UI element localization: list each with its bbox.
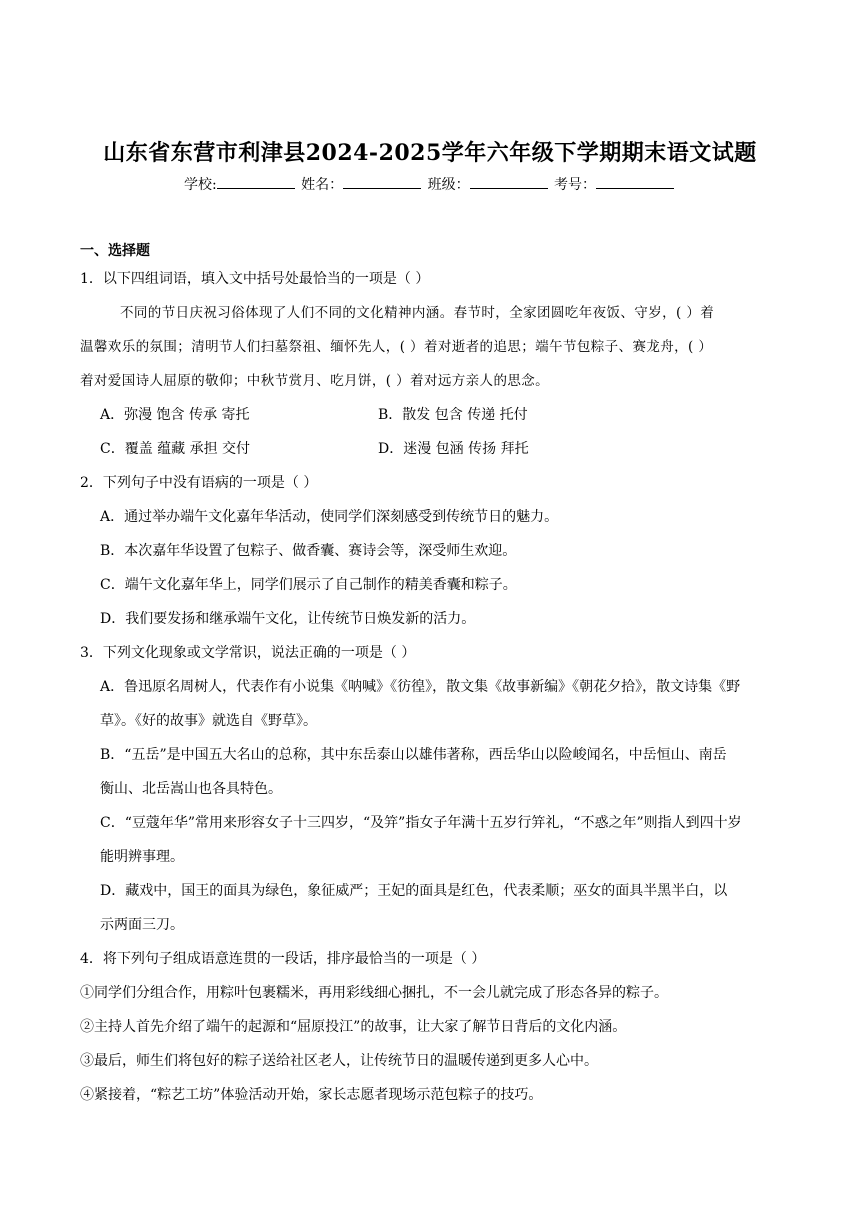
question-3-stem: 3．下列文化现象或文学常识，说法正确的一项是（ ） — [80, 645, 416, 661]
school-blank[interactable] — [217, 174, 295, 189]
section-heading: 一、选择题 — [80, 243, 150, 259]
name-blank[interactable] — [343, 174, 421, 189]
question-1-stem: 1．以下四组词语，填入文中括号处最恰当的一项是（ ） — [80, 271, 430, 287]
question-3-option-c: C．“豆蔻年华”常用来形容女子十三四岁，“及笄”指女子年满十五岁行笄礼，“不惑之年”则指人到四十岁 — [100, 815, 742, 831]
question-3-option-a: A．鲁迅原名周树人，代表作有小说集《呐喊》《彷徨》，散文集《故事新编》《朝花夕拾》，散文诗集《野 — [100, 679, 741, 695]
question-4-sentence-1: ①同学们分组合作，用粽叶包裹糯米，再用彩线细心捆扎，不一会儿就完成了形态各异的粽子。 — [80, 985, 668, 1001]
question-2-option-c: C．端午文化嘉年华上，同学们展示了自己制作的精美香囊和粽子。 — [100, 577, 517, 593]
question-3-option-c-cont: 能明辨事理。 — [100, 849, 184, 865]
name-label: 姓名： — [301, 177, 344, 193]
student-info-line — [0, 174, 860, 194]
question-2-option-b: B．本次嘉年华设置了包粽子、做香囊、赛诗会等，深受师生欢迎。 — [100, 543, 517, 559]
option-row — [80, 402, 780, 436]
question-1-option-d: D．迷漫 包涵 传扬 拜托 — [378, 441, 529, 457]
class-label: 班级： — [427, 177, 470, 193]
question-4-stem: 4．将下列句子组成语意连贯的一段话，排序最恰当的一项是（ ） — [80, 951, 486, 967]
question-4-sentence-3: ③最后，师生们将包好的粽子送给社区老人，让传统节日的温暖传递到更多人心中。 — [80, 1053, 598, 1069]
question-3-option-b-cont: 衡山、北岳嵩山也各具特色。 — [100, 781, 282, 797]
question-2-stem: 2．下列句子中没有语病的一项是（ ） — [80, 475, 318, 491]
question-2-option-d: D．我们要发扬和继承端午文化，让传统节日焕发新的活力。 — [100, 611, 476, 627]
question-1-option-b: B．散发 包含 传递 托付 — [378, 407, 528, 423]
question-3-option-b: B．“五岳”是中国五大名山的总称，其中东岳泰山以雄伟著称，西岳华山以险峻闻名，中岳恒山、南岳 — [100, 747, 727, 763]
id-label: 考号： — [554, 177, 597, 193]
question-2-option-a: A．通过举办端午文化嘉年华活动，使同学们深刻感受到传统节日的魅力。 — [100, 509, 559, 525]
exam-content — [80, 238, 780, 1116]
question-3-option-a-cont: 草》。《好的故事》就选自《野草》。 — [100, 713, 317, 729]
school-label: 学校: — [183, 177, 217, 193]
question-1-option-a: A．弥漫 饱含 传承 寄托 — [100, 407, 250, 423]
id-blank[interactable] — [596, 174, 674, 189]
option-row — [80, 436, 780, 470]
passage-line: 不同的节日庆祝习俗体现了人们不同的文化精神内涵。春节时，全家团圆吃年夜饭、守岁，( ）着 — [120, 305, 715, 321]
question-3-option-d: D．藏戏中，国王的面具为绿色，象征威严；王妃的面具是红色，代表柔顺；巫女的面具半黑半白，以 — [100, 883, 728, 899]
passage-line: 温馨欢乐的氛围；清明节人们扫墓祭祖、缅怀先人，( ）着对逝者的追思；端午节包粽子、赛龙舟，( ） — [80, 339, 713, 355]
passage-line: 着对爱国诗人屈原的敬仰；中秋节赏月、吃月饼，( ）着对远方亲人的思念。 — [80, 373, 550, 389]
question-1-option-c: C．覆盖 蕴藏 承担 交付 — [100, 441, 251, 457]
class-blank[interactable] — [470, 174, 548, 189]
question-3-option-d-cont: 示两面三刀。 — [100, 917, 184, 933]
question-4-sentence-2: ②主持人首先介绍了端午的起源和“屈原投江”的故事，让大家了解节日背后的文化内涵。 — [80, 1019, 627, 1035]
question-4-sentence-4: ④紧接着，“粽艺工坊”体验活动开始，家长志愿者现场示范包粽子的技巧。 — [80, 1087, 543, 1103]
page-title: 山东省东营市利津县2024-2025学年六年级下学期期末语文试题 — [103, 140, 757, 166]
